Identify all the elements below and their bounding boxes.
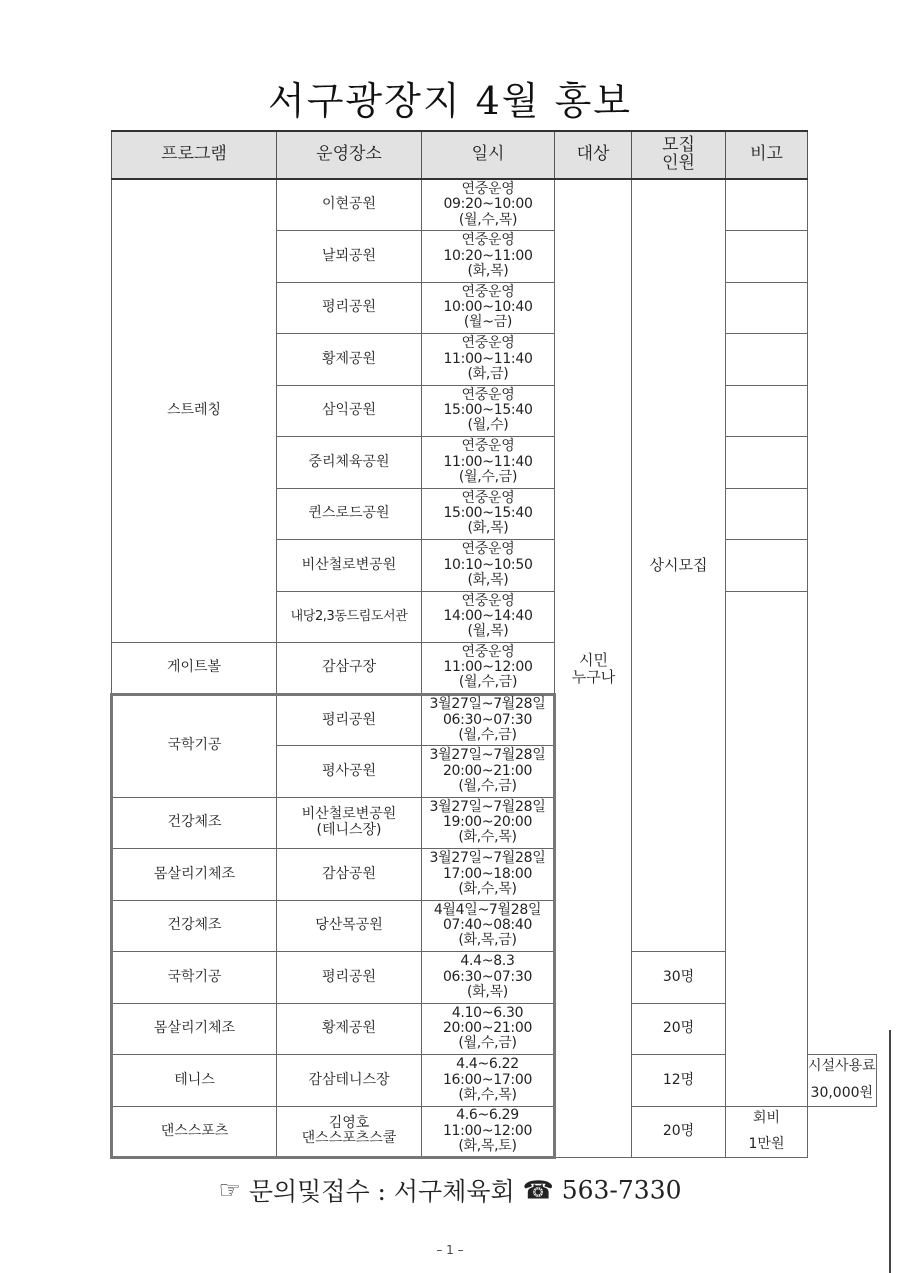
date-days: (화,수,목) — [458, 829, 517, 846]
pointing-hand-icon: ☞ — [218, 1175, 241, 1205]
place-cell: 감삼테니스장 — [277, 1055, 422, 1107]
date-days: (월,수,금) — [458, 1035, 517, 1052]
date-days: (화,수,목) — [458, 1086, 517, 1103]
header-recruit — [632, 131, 726, 179]
note-cell — [726, 385, 808, 437]
date-time: 10:20~11:00 — [443, 247, 533, 264]
date-days: (화,목,토) — [458, 1137, 517, 1154]
target-line2: 누구나 — [571, 667, 616, 686]
date-days: (화,목) — [467, 262, 509, 279]
date-cell — [422, 900, 555, 952]
note-cell — [726, 591, 808, 1106]
date-period: 4.6~6.29 — [456, 1107, 519, 1124]
header-target: 대상 — [555, 131, 632, 179]
date-period: 연중운영 — [461, 335, 515, 352]
date-time: 20:00~21:00 — [442, 1020, 533, 1037]
place-cell: 삼익공원 — [277, 385, 422, 437]
date-period: 4.4~8.3 — [460, 953, 515, 970]
note-line2: 1만원 — [748, 1136, 785, 1153]
header-program: 프로그램 — [112, 131, 277, 179]
program-cell: 몸살리기체조 — [112, 1003, 277, 1055]
place-cell: 날뫼공원 — [277, 231, 422, 283]
contact-footer — [0, 1172, 900, 1208]
program-cell: 댄스스포츠 — [112, 1106, 277, 1158]
date-time: 10:10~10:50 — [443, 556, 533, 573]
date-days: (화,목) — [467, 520, 509, 537]
place-cell: 감삼공원 — [277, 849, 422, 901]
note-cell — [808, 1055, 877, 1107]
note-cell — [726, 488, 808, 540]
date-time: 20:00~21:00 — [442, 762, 533, 779]
header-date: 일시 — [422, 131, 555, 179]
contact-phone: 563-7330 — [561, 1175, 682, 1205]
date-days: (화,수,목) — [458, 880, 517, 897]
telephone-icon: ☎ — [522, 1175, 554, 1205]
date-cell — [422, 746, 555, 798]
note-cell — [726, 437, 808, 489]
schedule-table — [110, 130, 877, 1159]
date-cell — [422, 952, 555, 1004]
note-cell — [726, 1106, 808, 1158]
table-row — [112, 1106, 877, 1158]
date-days: (월,수) — [467, 417, 509, 434]
recruit-count-cell: 12명 — [632, 1055, 726, 1107]
date-period: 4월4일~7월28일 — [433, 901, 542, 918]
date-cell — [422, 1055, 555, 1107]
date-days: (화,목) — [467, 983, 508, 1000]
date-period: 3월27일~7월28일 — [429, 850, 546, 867]
date-cell — [422, 1106, 555, 1158]
date-time: 11:00~12:00 — [442, 1122, 533, 1139]
target-line1: 시민 — [579, 651, 608, 669]
date-period: 4.10~6.30 — [451, 1004, 524, 1021]
place-cell: 평리공원 — [277, 282, 422, 334]
date-cell — [422, 1003, 555, 1055]
place-line1: 김영호 — [328, 1114, 370, 1131]
note-cell — [726, 334, 808, 386]
date-cell — [422, 591, 555, 643]
date-time: 11:00~11:40 — [443, 350, 533, 367]
date-cell — [422, 797, 555, 849]
place-cell — [277, 1106, 422, 1158]
place-cell: 당산목공원 — [277, 900, 422, 952]
date-period: 연중운영 — [461, 232, 515, 249]
date-time: 14:00~14:40 — [443, 608, 533, 625]
program-cell: 국학기공 — [112, 952, 277, 1004]
note-cell — [726, 540, 808, 592]
date-period: 연중운영 — [461, 180, 515, 197]
date-cell — [422, 694, 555, 746]
date-time: 06:30~07:30 — [442, 711, 533, 728]
recruit-cell: 상시모집 — [632, 179, 726, 952]
date-days: (월~금) — [463, 314, 513, 331]
recruit-count-cell: 30명 — [632, 952, 726, 1004]
program-cell: 게이트볼 — [112, 643, 277, 695]
date-period: 연중운영 — [461, 283, 515, 300]
date-period: 연중운영 — [461, 643, 515, 660]
date-time: 15:00~15:40 — [443, 402, 533, 419]
date-cell — [422, 179, 555, 231]
date-period: 3월27일~7월28일 — [429, 696, 546, 713]
date-cell — [422, 540, 555, 592]
program-cell: 스트레칭 — [112, 179, 277, 643]
note-cell — [726, 179, 808, 231]
program-cell: 국학기공 — [112, 694, 277, 797]
date-days: (화,목) — [467, 571, 509, 588]
date-time: 09:20~10:00 — [443, 196, 533, 213]
place-cell — [277, 797, 422, 849]
place-cell: 감삼구장 — [277, 643, 422, 695]
date-period: 3월27일~7월28일 — [429, 798, 546, 815]
note-cell — [726, 231, 808, 283]
place-cell: 평리공원 — [277, 952, 422, 1004]
header-note: 비고 — [726, 131, 808, 179]
date-cell — [422, 231, 555, 283]
date-cell — [422, 643, 555, 695]
date-time: 19:00~20:00 — [442, 814, 533, 831]
place-line2: 댄스스포츠스쿨 — [301, 1130, 397, 1147]
date-cell — [422, 488, 555, 540]
program-cell: 몸살리기체조 — [112, 849, 277, 901]
place-line2: (테니스장) — [316, 821, 382, 838]
date-time: 10:00~10:40 — [443, 299, 533, 316]
date-period: 연중운영 — [461, 592, 515, 609]
header-row — [112, 131, 877, 179]
program-cell: 건강체조 — [112, 900, 277, 952]
date-time: 11:00~12:00 — [443, 659, 533, 676]
date-period: 3월27일~7월28일 — [429, 747, 546, 764]
date-days: (월,수,금) — [458, 777, 517, 794]
recruit-count-cell: 20명 — [632, 1106, 726, 1158]
header-place: 운영장소 — [277, 131, 422, 179]
place-cell: 이현공원 — [277, 179, 422, 231]
program-cell: 테니스 — [112, 1055, 277, 1107]
note-line2: 30,000원 — [810, 1084, 874, 1101]
page-number: – 1 – — [436, 1243, 464, 1257]
date-period: 연중운영 — [461, 541, 515, 558]
date-days: (월,수,금) — [458, 674, 518, 691]
contact-text: 문의및접수 : 서구체육회 — [248, 1177, 515, 1206]
date-cell — [422, 437, 555, 489]
date-days: (화,목,금) — [458, 932, 517, 949]
date-days: (월,수,금) — [458, 468, 518, 485]
date-period: 연중운영 — [461, 386, 515, 403]
place-cell: 평리공원 — [277, 694, 422, 746]
recruit-count-cell: 20명 — [632, 1003, 726, 1055]
note-cell — [726, 282, 808, 334]
date-days: (월,수,금) — [458, 726, 517, 743]
place-line1: 비산철로변공원 — [301, 806, 397, 823]
note-line1: 시설사용료 — [808, 1058, 876, 1075]
date-cell — [422, 849, 555, 901]
date-cell — [422, 282, 555, 334]
date-days: (월,목) — [467, 623, 509, 640]
place-cell: 비산철로변공원 — [277, 540, 422, 592]
scan-edge-line — [889, 1030, 891, 1273]
date-time: 11:00~11:40 — [443, 453, 533, 470]
program-cell: 건강체조 — [112, 797, 277, 849]
date-time: 17:00~18:00 — [442, 865, 533, 882]
date-cell — [422, 334, 555, 386]
place-cell: 평사공원 — [277, 746, 422, 798]
date-time: 06:30~07:30 — [442, 968, 533, 985]
date-period: 연중운영 — [461, 489, 515, 506]
date-cell — [422, 385, 555, 437]
place-cell: 중리체육공원 — [277, 437, 422, 489]
place-cell: 퀸스로드공원 — [277, 488, 422, 540]
header-recruit-line1: 모집 — [662, 135, 695, 156]
place-cell: 황제공원 — [277, 334, 422, 386]
header-recruit-line2: 인원 — [662, 153, 695, 173]
note-line1: 회비 — [752, 1109, 781, 1126]
date-period: 연중운영 — [461, 438, 515, 455]
date-time: 16:00~17:00 — [442, 1071, 533, 1088]
date-time: 07:40~08:40 — [442, 917, 533, 934]
place-cell: 내당2,3동드림도서관 — [277, 591, 422, 643]
date-days: (화,금) — [467, 365, 509, 382]
table-row — [112, 179, 877, 231]
date-days: (월,수,목) — [458, 211, 518, 228]
date-time: 15:00~15:40 — [443, 505, 533, 522]
place-cell: 황제공원 — [277, 1003, 422, 1055]
target-cell — [555, 179, 632, 1158]
date-period: 4.4~6.22 — [456, 1056, 519, 1073]
page-title: 서구광장지 4월 홍보 — [268, 79, 632, 123]
